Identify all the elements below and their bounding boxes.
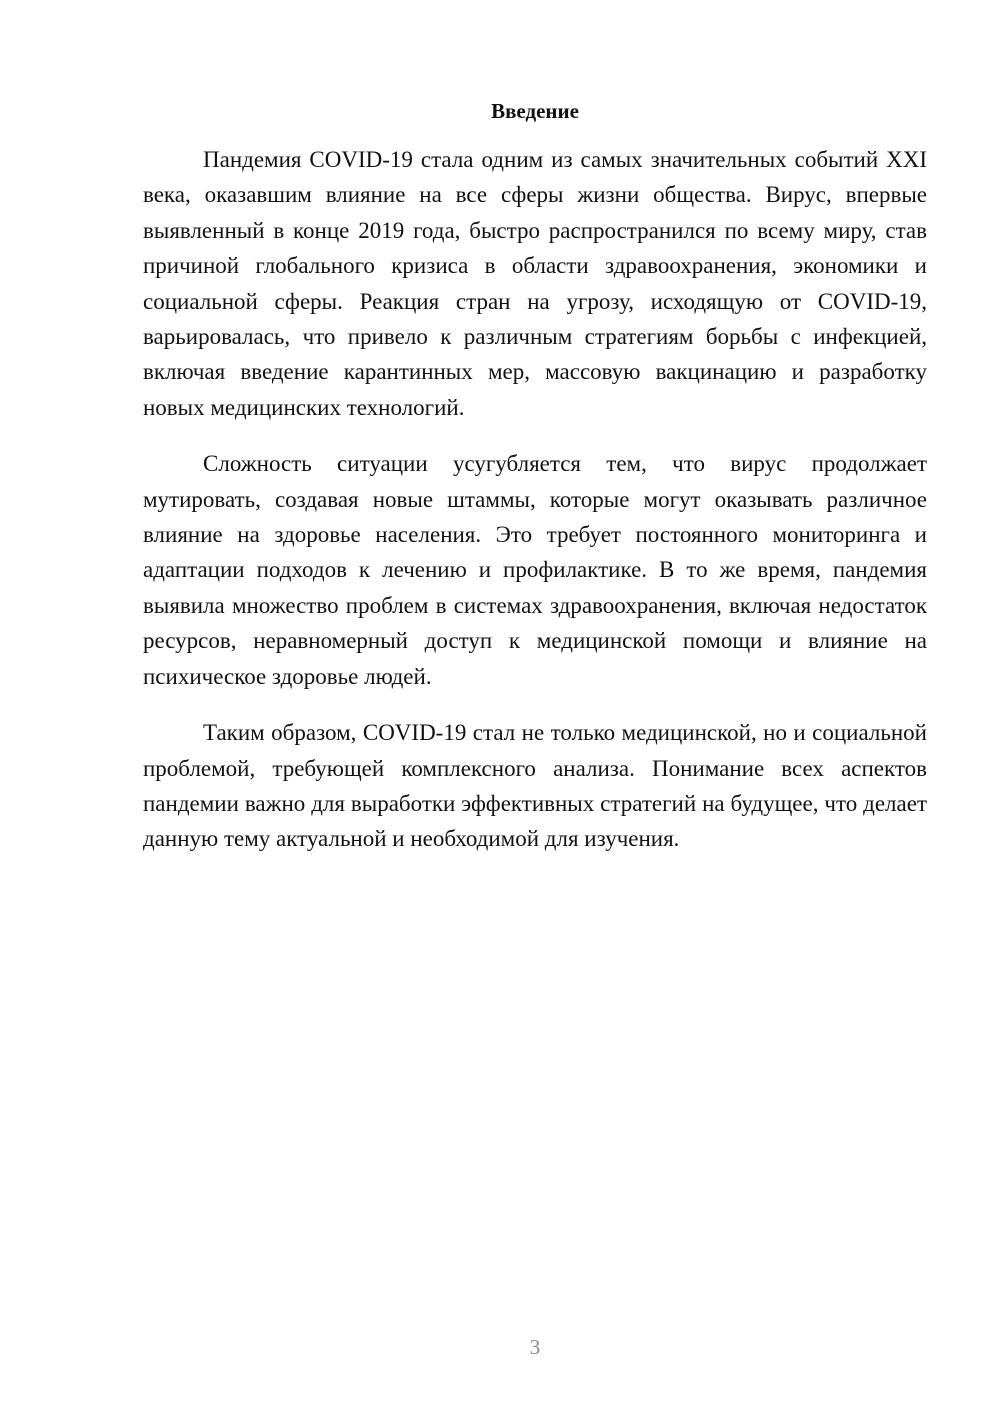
paragraph-3: Таким образом, COVID-19 стал не только медицинской, но и социальной проблемой, требующей комплексного анализа. Понимание всех аспектов пандемии важно для выработки эффективных стратегий на будущее, что делает данную тему актуальной и необходимой для изучения. xyxy=(143,720,927,852)
paragraph-2: Сложность ситуации усугубляется тем, что вирус продолжает мутировать, создавая новые штаммы, которые могут оказывать различное влияние на здоровье населения. Это требует постоянного мониторинга и адаптации подходов к лечению и профилактике. В то же время, пандемия выявила множество проблем в системах здравоохранения, включая недостаток ресурсов, неравномерный доступ к медицинской помощи и влияние на психическое здоровье людей. xyxy=(143,451,927,689)
section-heading: Введение xyxy=(491,99,579,123)
page-number: 3 xyxy=(529,1335,541,1359)
paragraph-1: Пандемия COVID-19 стала одним из самых значительных событий XXI века, оказавшим влияние на все сферы жизни общества. Вирус, впервые выявленный в конце 2019 года, быстро распространился по всему миру, став причиной глобального кризиса в области здравоохранения, экономики и социальной сферы. Реакция стран на угрозу, исходящую от COVID-19, варьировалась, что привело к различным стратегиям борьбы с инфекцией, включая введение карантинных мер, массовую вакцинацию и разработку новых медицинских технологий. xyxy=(143,147,927,420)
page-content xyxy=(143,96,927,878)
